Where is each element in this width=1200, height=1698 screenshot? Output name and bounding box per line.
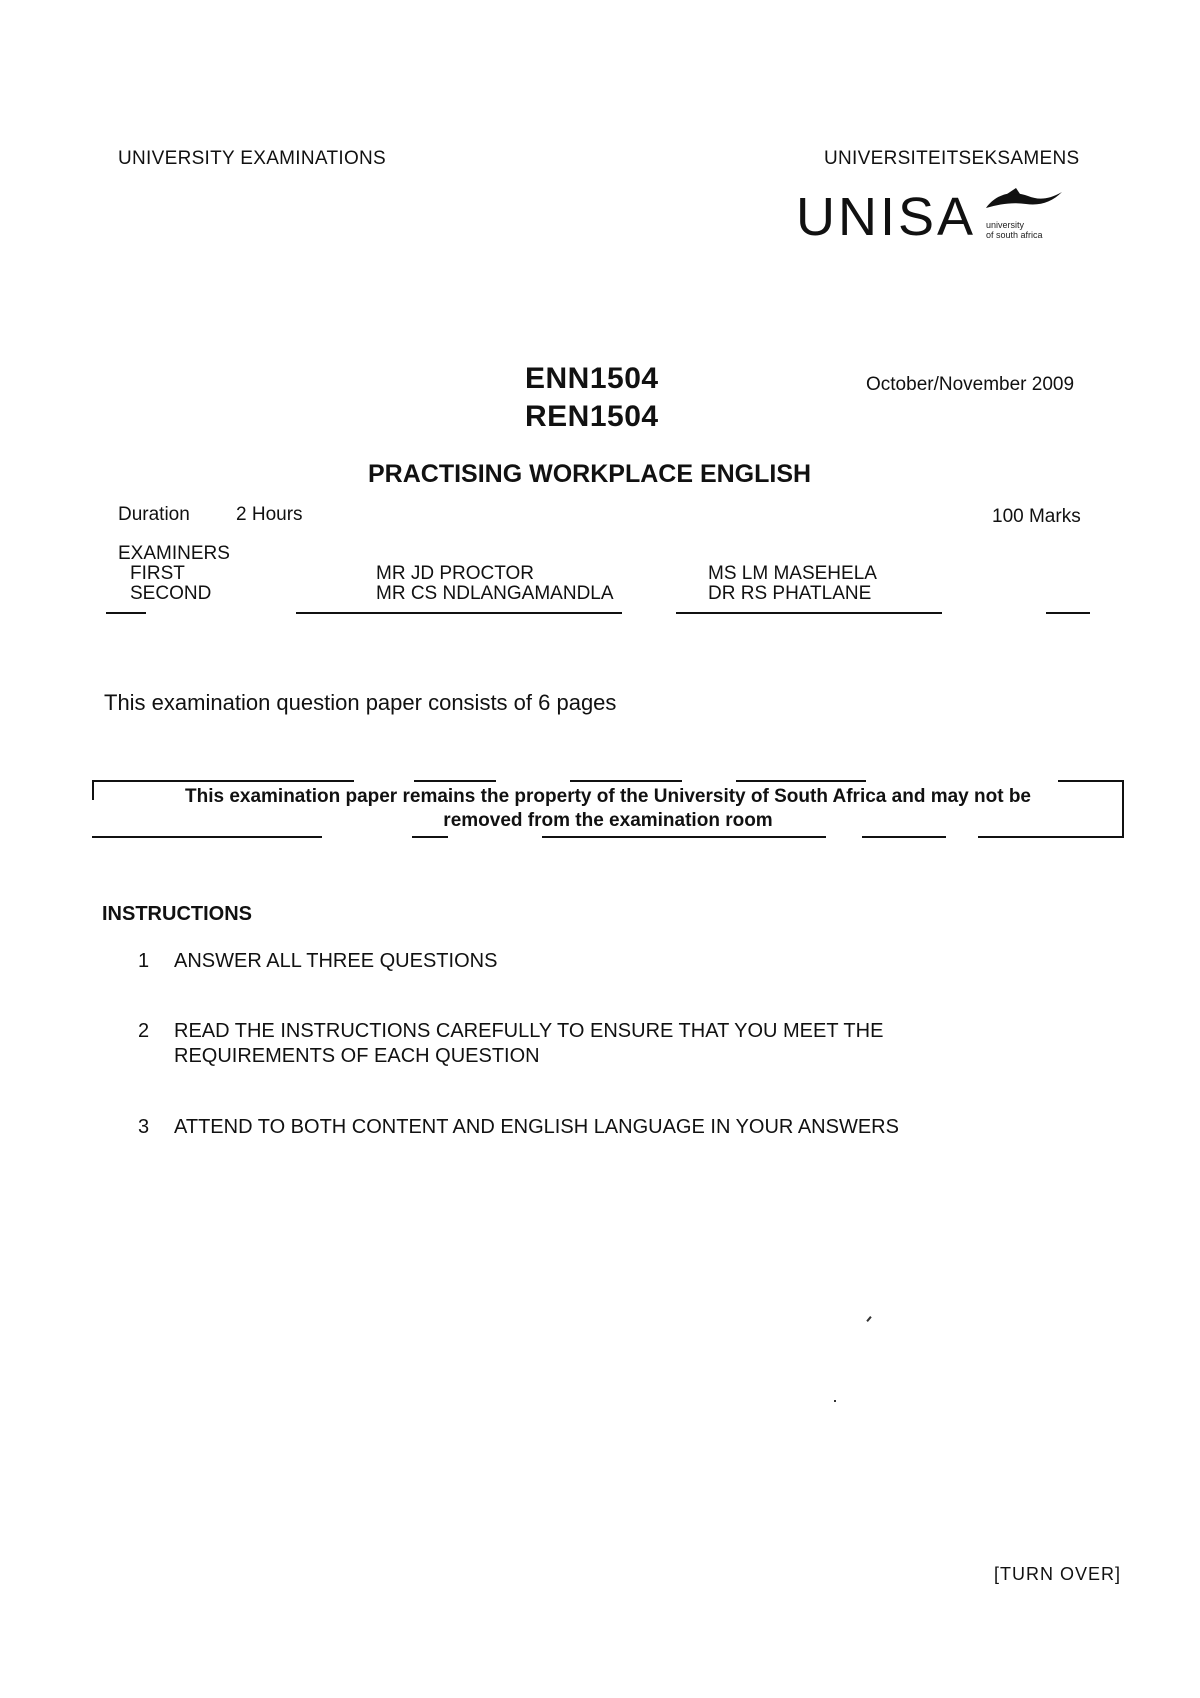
notice-line-2: removed from the examination room xyxy=(443,810,773,831)
course-title: PRACTISING WORKPLACE ENGLISH xyxy=(368,460,812,488)
scan-speck xyxy=(834,1400,836,1402)
notice-border xyxy=(570,780,682,782)
instruction-number: 2 xyxy=(138,1020,150,1042)
duration-value: 2 Hours xyxy=(236,504,303,525)
notice-border xyxy=(542,836,826,838)
unisa-logo xyxy=(796,186,1076,256)
divider-line xyxy=(106,612,146,614)
examiner-role-first: FIRST xyxy=(130,563,185,584)
total-marks: 100 Marks xyxy=(992,506,1081,527)
notice-border xyxy=(92,780,94,800)
notice-line-1: This examination paper remains the property of the University of South Africa and may not be xyxy=(184,786,1031,807)
examiner-second-1: MR CS NDLANGAMANDLA xyxy=(376,583,614,604)
header-left: UNIVERSITY EXAMINATIONS xyxy=(118,148,387,169)
examiner-first-2: MS LM MASEHELA xyxy=(708,563,877,584)
duration-label: Duration xyxy=(118,504,190,525)
pages-note: This examination question paper consists of 6 pages xyxy=(104,690,617,715)
instruction-2-line-2: REQUIREMENTS OF EACH QUESTION xyxy=(174,1045,540,1067)
examiner-first-1: MR JD PROCTOR xyxy=(376,563,534,584)
instruction-1: ANSWER ALL THREE QUESTIONS xyxy=(174,950,498,972)
scan-speck xyxy=(866,1316,871,1322)
examiner-role-second: SECOND xyxy=(130,583,212,604)
notice-border xyxy=(412,836,448,838)
session-date: October/November 2009 xyxy=(866,374,1075,395)
instruction-number: 1 xyxy=(138,950,150,972)
notice-border xyxy=(862,836,946,838)
notice-border xyxy=(1058,780,1124,782)
header-right: UNIVERSITEITSEKSAMENS xyxy=(824,148,1080,169)
notice-border xyxy=(978,836,1124,838)
instruction-2-line-1: READ THE INSTRUCTIONS CAREFULLY TO ENSURE THAT YOU MEET THE xyxy=(174,1020,884,1042)
divider-line xyxy=(296,612,622,614)
notice-border xyxy=(1122,780,1124,838)
turn-over: [TURN OVER] xyxy=(994,1564,1122,1584)
unisa-bird-icon xyxy=(982,186,1066,216)
course-code-1: ENN1504 xyxy=(525,362,659,395)
notice-border xyxy=(92,780,354,782)
divider-line xyxy=(676,612,942,614)
logo-tagline-2: of south africa xyxy=(986,230,1043,240)
instructions-heading: INSTRUCTIONS xyxy=(102,903,252,925)
examiner-second-2: DR RS PHATLANE xyxy=(708,583,872,604)
logo-word: UNISA xyxy=(796,187,977,247)
course-code-2: REN1504 xyxy=(525,400,659,433)
notice-border xyxy=(92,836,322,838)
instruction-number: 3 xyxy=(138,1116,150,1138)
instruction-3: ATTEND TO BOTH CONTENT AND ENGLISH LANGUAGE IN YOUR ANSWERS xyxy=(174,1116,899,1138)
notice-border xyxy=(736,780,866,782)
divider-line xyxy=(1046,612,1090,614)
logo-tagline-1: university xyxy=(986,220,1025,230)
notice-border xyxy=(414,780,496,782)
examiners-heading: EXAMINERS xyxy=(118,543,230,564)
